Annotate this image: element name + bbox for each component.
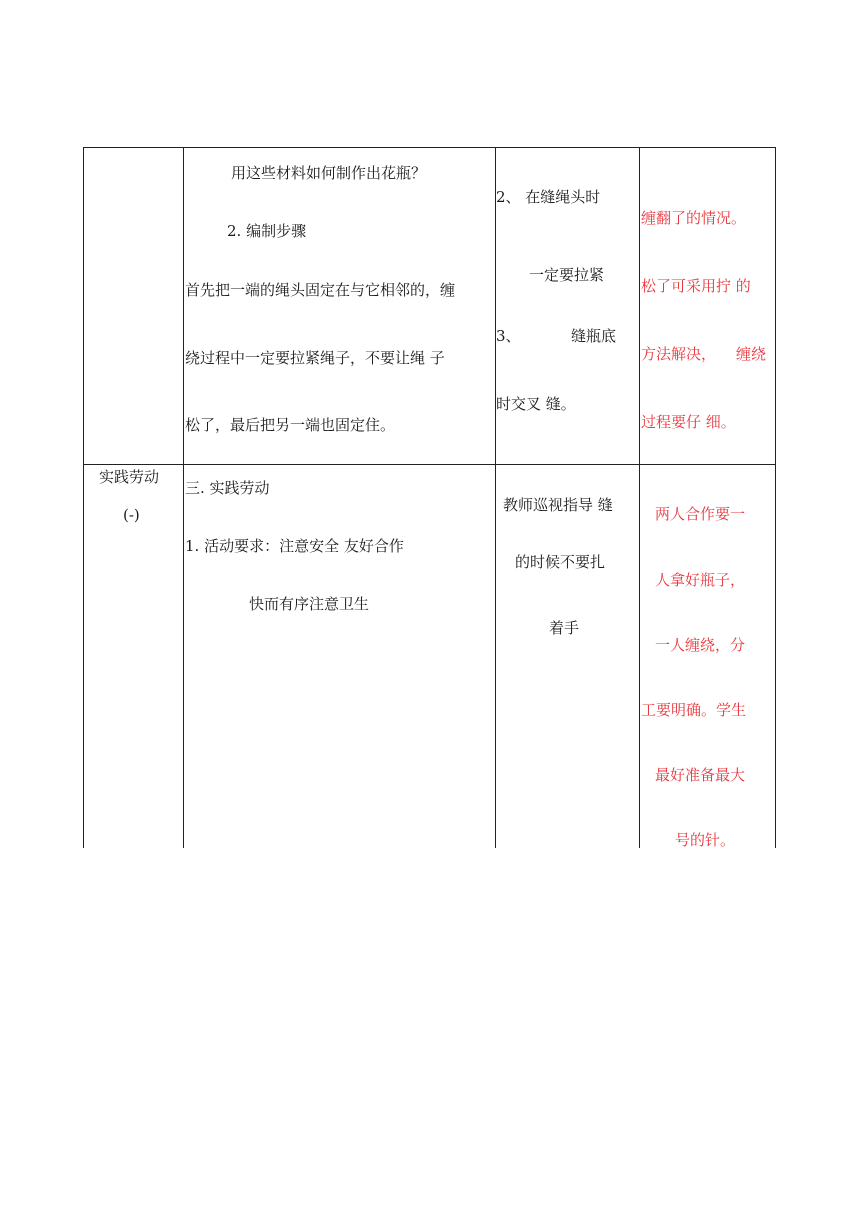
teacher-line: 时交叉 缝。 [496,395,576,413]
note-line: 过程要仔 细。 [641,413,736,431]
column-divider-2 [495,147,496,848]
note-line: 工要明确。学生 [641,701,747,719]
note-line: 一人缠绕，分 [655,636,746,654]
note-line: 方法解决， [641,345,717,363]
teacher-line: 的时候不要扎 [515,553,606,571]
teacher-line: 教师巡视指导 缝 [503,496,613,514]
note-line: 号的针。 [675,831,736,849]
content-line: 三. 实践劳动 [185,479,270,497]
table-right-border [775,147,776,848]
note-line: 两人合作要一 [655,505,746,523]
note-line: 缠翻了的情况。 [641,209,747,227]
note-line: 松了可采用拧 的 [641,277,751,295]
note-line: 缠绕 [736,345,767,363]
teacher-line: 一定要拉紧 [529,266,605,284]
content-line: 2. 编制步骤 [227,222,307,240]
column-divider-1 [183,147,184,848]
content-line: 绕过程中一定要拉紧绳子，不要让绳 子 [185,349,445,367]
teacher-line: 2、 在缝绳头时 [496,188,601,206]
content-line: 1. 活动要求：注意安全 友好合作 [185,537,404,555]
column-divider-3 [639,147,640,848]
stage-label: 实践劳动 [99,468,160,486]
content-line: 用这些材料如何制作出花瓶？ [231,164,427,182]
row-divider [83,464,776,465]
teacher-line: 3、 [496,327,521,345]
content-line: 首先把一端的绳头固定在与它相邻的，缠 [185,281,456,299]
note-line: 人拿好瓶子， [655,571,746,589]
teacher-line: 着手 [549,619,580,637]
note-line: 最好准备最大 [655,766,746,784]
lesson-plan-table [83,147,776,848]
teacher-line: 缝瓶底 [571,327,617,345]
table-left-border [83,147,84,848]
stage-number: (-) [123,506,140,524]
content-line: 松了，最后把另一端也固定住。 [185,416,396,434]
table-top-border [83,147,776,148]
content-line: 快而有序注意卫生 [249,595,370,613]
